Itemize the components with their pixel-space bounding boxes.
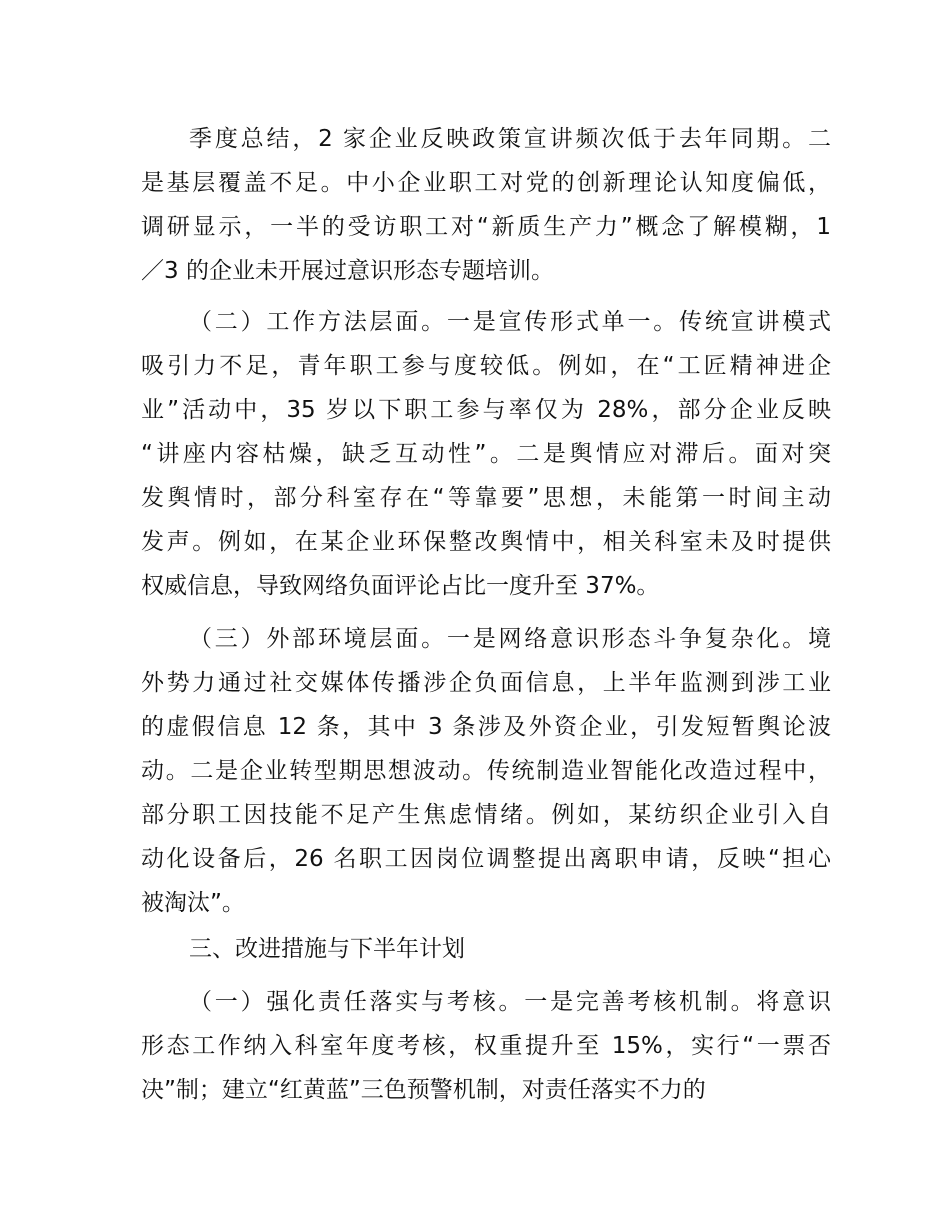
section-heading — [141, 927, 831, 971]
text-line: 调研显示，一半的受访职工对“新质生产力”概念了解模糊，1 — [141, 214, 831, 240]
text-line: 吸引力不足，青年职工参与度较低。例如，在“工匠精神进企 — [141, 353, 831, 379]
text-line: （二）工作方法层面。一是宣传形式单一。传统宣讲模式 — [189, 309, 831, 335]
text-line: 权威信息，导致网络负面评论占比一度升至 37%。 — [141, 573, 660, 599]
text-line: 形态工作纳入科室年度考核，权重提升至 15%，实行“一票否 — [141, 1033, 831, 1059]
text-line: 发声。例如，在某企业环保整改舆情中，相关科室未及时提供 — [141, 529, 831, 555]
paragraph-responsibility — [141, 980, 831, 1112]
text-line: 发舆情时，部分科室存在“等靠要”思想，未能第一时间主动 — [141, 485, 831, 511]
text-line: 外势力通过社交媒体传播涉企负面信息，上半年监测到涉工业 — [141, 670, 831, 696]
text-line: ／3 的企业未开展过意识形态专题培训。 — [141, 258, 554, 284]
text-line: “讲座内容枯燥，缺乏互动性”。二是舆情应对滞后。面对突 — [141, 441, 831, 467]
text-line: 是基层覆盖不足。中小企业职工对党的创新理论认知度偏低， — [141, 170, 831, 196]
text-line: （三）外部环境层面。一是网络意识形态斗争复杂化。境 — [189, 626, 831, 652]
text-line: 业”活动中，35 岁以下职工参与率仅为 28%，部分企业反映 — [141, 397, 831, 423]
text-line: （一）强化责任落实与考核。一是完善考核机制。将意识 — [189, 989, 831, 1015]
text-line: 动化设备后，26 名职工因岗位调整提出离职申请，反映“担心 — [141, 846, 831, 872]
text-line: 决”制；建立“红黄蓝”三色预警机制，对责任落实不力的 — [141, 1077, 706, 1103]
paragraph-continuation — [141, 117, 831, 293]
paragraph-external-environment — [141, 617, 831, 925]
section-heading-text: 三、改进措施与下半年计划 — [189, 936, 465, 962]
text-line: 部分职工因技能不足产生焦虑情绪。例如，某纺织企业引入自 — [141, 802, 831, 828]
text-line: 季度总结，2 家企业反映政策宣讲频次低于去年同期。二 — [189, 126, 831, 152]
text-line: 被淘汰”。 — [141, 890, 245, 916]
text-line: 动。二是企业转型期思想波动。传统制造业智能化改造过程中， — [141, 758, 831, 784]
text-line: 的虚假信息 12 条，其中 3 条涉及外资企业，引发短暂舆论波 — [141, 714, 831, 740]
paragraph-work-methods — [141, 300, 831, 608]
